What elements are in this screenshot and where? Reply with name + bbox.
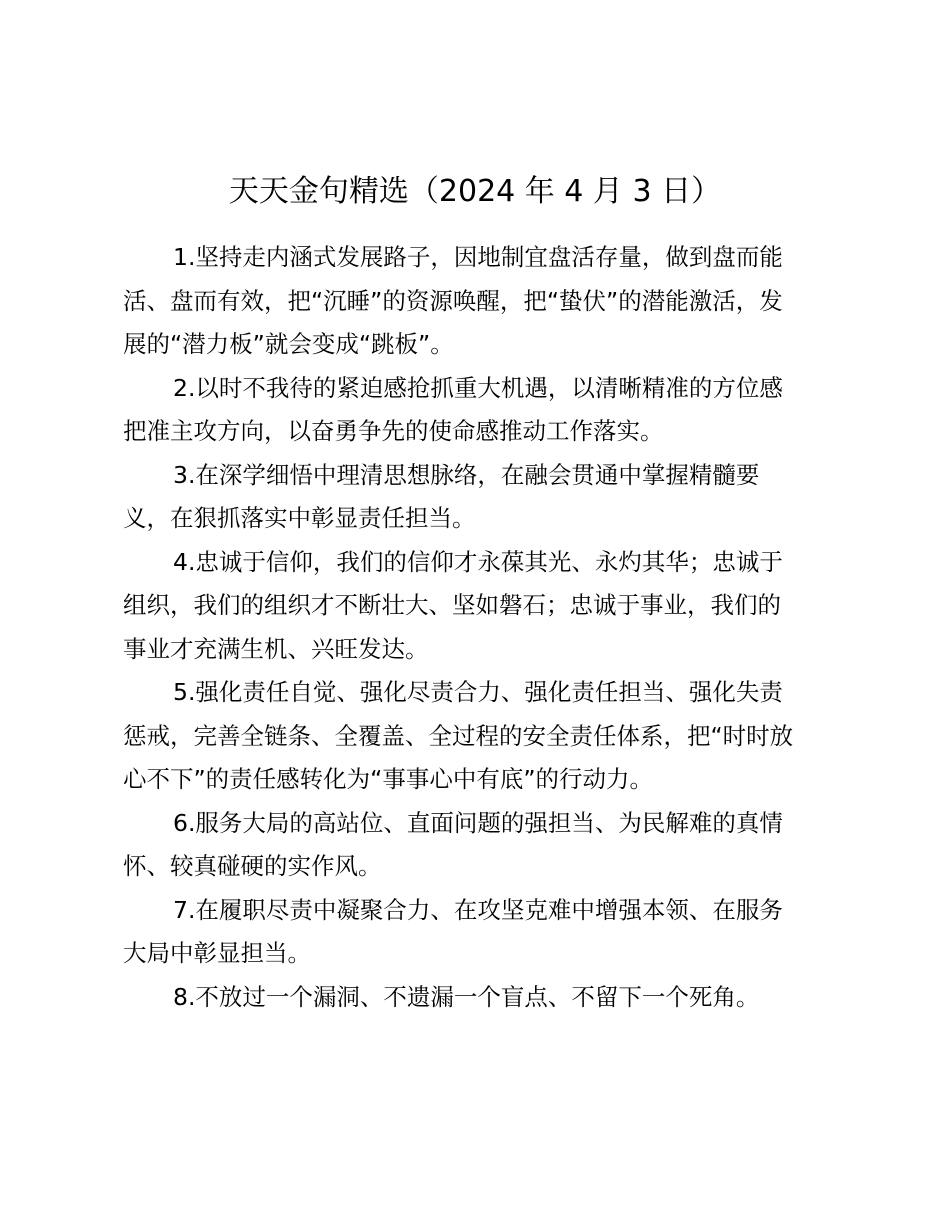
paragraph-6 xyxy=(123,802,835,889)
paragraph-line: 2.以时不我待的紧迫感抢抓重大机遇，以清晰精准的方位感 xyxy=(173,373,783,402)
paragraph-line: 活、盘而有效，把“沉睡”的资源唤醒，把“蛰伏”的潜能激活，发 xyxy=(123,286,783,315)
paragraph-8 xyxy=(123,976,835,1020)
paragraph-line: 怀、较真碰硬的实作风。 xyxy=(123,852,382,880)
paragraph-line: 1.坚持走内涵式发展路子，因地制宜盘活存量，做到盘而能 xyxy=(173,243,783,271)
paragraph-line: 7.在履职尽责中凝聚合力、在攻坚克难中增强本领、在服务 xyxy=(173,895,783,924)
document-body xyxy=(123,236,835,1019)
document-title: 天天金句精选（2024 年 4 月 3 日） xyxy=(228,174,722,209)
paragraph-line: 大局中彰显担当。 xyxy=(123,939,311,967)
paragraph-5 xyxy=(123,671,835,802)
paragraph-line: 组织，我们的组织才不断壮大、坚如磐石；忠诚于事业，我们的 xyxy=(123,591,781,619)
paragraph-line: 3.在深学细悟中理清思想脉络，在融会贯通中掌握精髓要 xyxy=(173,460,760,489)
paragraph-line: 义，在狠抓落实中彰显责任担当。 xyxy=(123,504,476,532)
paragraph-2 xyxy=(123,367,835,454)
paragraph-line: 4.忠诚于信仰，我们的信仰才永葆其光、永灼其华；忠诚于 xyxy=(173,547,783,576)
paragraph-3 xyxy=(123,454,835,541)
paragraph-line: 5.强化责任自觉、强化尽责合力、强化责任担当、强化失责 xyxy=(173,678,783,706)
paragraph-line: 把准主攻方向，以奋勇争先的使命感推动工作落实。 xyxy=(123,417,664,445)
paragraph-7 xyxy=(123,889,835,976)
paragraph-4 xyxy=(123,541,835,672)
paragraph-line: 8.不放过一个漏洞、不遗漏一个盲点、不留下一个死角。 xyxy=(173,982,760,1011)
paragraph-line: 6.服务大局的高站位、直面问题的强担当、为民解难的真情 xyxy=(173,808,783,837)
paragraph-1 xyxy=(123,236,835,367)
paragraph-line: 事业才充满生机、兴旺发达。 xyxy=(123,634,429,663)
paragraph-line: 心不下”的责任感转化为“事事心中有底”的行动力。 xyxy=(123,765,654,793)
paragraph-line: 惩戒，完善全链条、全覆盖、全过程的安全责任体系，把“时时放 xyxy=(123,721,794,750)
paragraph-line: 展的“潜力板”就会变成“跳板”。 xyxy=(123,330,454,358)
